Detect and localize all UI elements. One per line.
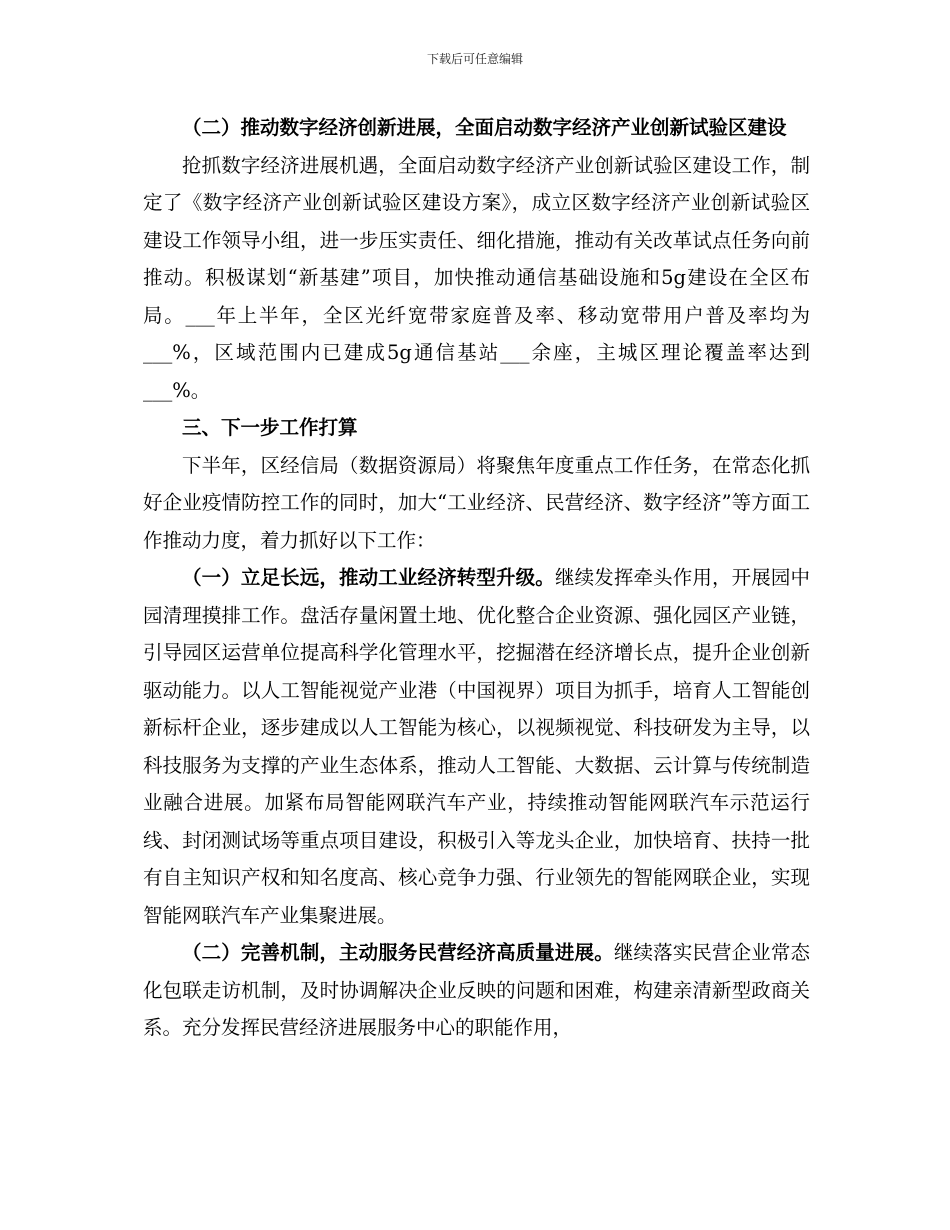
section-heading-digital-economy: （二）推动数字经济创新进展，全面启动数字经济产业创新试验区建设: [182, 116, 787, 139]
paragraph-digital-economy: 抢抓数字经济进展机遇，全面启动数字经济产业创新试验区建设工作，制定了《数字经济产业创新试验区建设方案》，成立区数字经济产业创新试验区建设工作领导小组，进一步压实责任、细化措施，推动有关改革试点任务向前推动。积极谋划“新基建”项目，加快推动通信基础设施和5g建设在全区布局。___年上半年，全区光纤宽带家庭普及率、移动宽带用户普及率均为___%，区域范围内已建成5g通信基站___余座，主城区理论覆盖率达到___%。: [143, 153, 810, 402]
page-header-note: 下载后可任意编辑: [426, 52, 523, 66]
paragraph-item-industrial-economy: [143, 559, 810, 934]
paragraph-next-steps-intro: 下半年，区经信局（数据资源局）将聚焦年度重点工作任务，在常态化抓好企业疫情防控工作的同时，加大“工业经济、民营经济、数字经济”等方面工作推动力度，着力抓好以下工作：: [143, 453, 810, 552]
paragraph-item-private-economy: [143, 934, 810, 1047]
item-lead-industrial-economy: （一）立足长远，推动工业经济转型升级。: [182, 566, 555, 589]
item-body-private-economy: 继续落实民营企业常态化包联走访机制，及时协调解决企业反映的问题和困难，构建亲清新型政商关系。充分发挥民营经济进展服务中心的职能作用，: [143, 941, 810, 1039]
item-body-industrial-economy: 继续发挥牵头作用，开展园中园清理摸排工作。盘活存量闲置土地、优化整合企业资源、强化园区产业链，引导园区运营单位提高科学化管理水平，挖掘潜在经济增长点，提升企业创新驱动能力。以人工智能视觉产业港（中国视界）项目为抓手，培育人工智能创新标杆企业，逐步建成以人工智能为核心，以视频视觉、科技研发为主导，以科技服务为支撑的产业生态体系，推动人工智能、大数据、云计算与传统制造业融合进展。加紧布局智能网联汽车产业，持续推动智能网联汽车示范运行线、封闭测试场等重点项目建设，积极引入等龙头企业，加快培育、扶持一批有自主知识产权和知名度高、核心竞争力强、行业领先的智能网联企业，实现智能网联汽车产业集聚进展。: [143, 566, 810, 927]
item-lead-private-economy: （二）完善机制，主动服务民营经济高质量进展。: [182, 941, 614, 964]
document-body: [143, 109, 810, 1047]
section-heading-next-steps: 三、下一步工作打算: [182, 416, 358, 439]
